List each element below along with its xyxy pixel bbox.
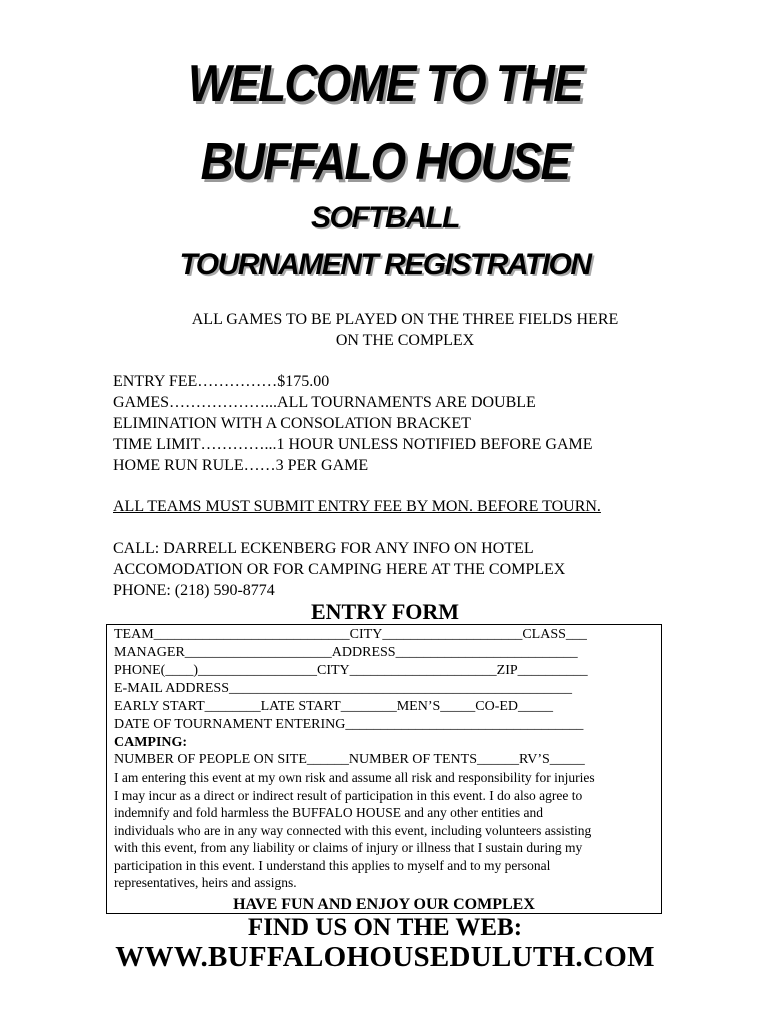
contact-phone: PHONE: (218) 590-8774 xyxy=(113,582,275,599)
waiver-line: I may incur as a direct or indirect result of participation in this event. I do also agree to xyxy=(114,787,583,803)
waiver-line: individuals who are in any way connected with this event, including volunteers assisting xyxy=(114,822,592,838)
title-softball: SOFTBALL xyxy=(311,201,459,234)
waiver-line: indemnify and fold harmless the BUFFALO HOUSE and any other entities and xyxy=(114,805,544,820)
detail-elimination: ELIMINATION WITH A CONSOLATION BRACKET xyxy=(113,415,471,432)
intro-line-1: ALL GAMES TO BE PLAYED ON THE THREE FIELDS HERE xyxy=(191,311,619,328)
title-buffalo-house: BUFFALO HOUSE xyxy=(200,133,570,191)
form-start-line[interactable]: EARLY START________LATE START________MEN’S_____CO-ED_____ xyxy=(114,699,554,714)
form-phone-line[interactable]: PHONE(____)_________________CITY_____________________ZIP__________ xyxy=(114,663,588,678)
form-date-line[interactable]: DATE OF TOURNAMENT ENTERING__________________________________ xyxy=(114,717,584,732)
form-camping-line[interactable]: NUMBER OF PEOPLE ON SITE______NUMBER OF TENTS______RV’S_____ xyxy=(114,752,585,767)
detail-home-run-rule: HOME RUN RULE……3 PER GAME xyxy=(113,457,369,474)
intro-line-2: ON THE COMPLEX xyxy=(335,332,475,349)
closing-message: HAVE FUN AND ENJOY OUR COMPLEX xyxy=(233,896,535,913)
form-email-line[interactable]: E-MAIL ADDRESS_________________________________________________ xyxy=(114,681,572,696)
find-us-heading: FIND US ON THE WEB: xyxy=(247,914,523,941)
detail-games: GAMES………………...ALL TOURNAMENTS ARE DOUBLE xyxy=(113,394,536,411)
contact-line-2: ACCOMODATION OR FOR CAMPING HERE AT THE COMPLEX xyxy=(113,561,566,578)
waiver-line: I am entering this event at my own risk and assume all risk and responsibility for injuries xyxy=(114,770,595,785)
title-tournament-registration: TOURNAMENT REGISTRATION xyxy=(179,248,591,281)
detail-time-limit: TIME LIMIT…………...1 HOUR UNLESS NOTIFIED BEFORE GAME xyxy=(113,436,593,453)
form-team-line[interactable]: TEAM____________________________CITY____________________CLASS___ xyxy=(114,627,587,642)
waiver-line: representatives, heirs and assigns. xyxy=(114,875,297,890)
contact-line-1: CALL: DARRELL ECKENBERG FOR ANY INFO ON HOTEL xyxy=(113,540,534,557)
title-welcome: WELCOME TO THE xyxy=(188,55,582,113)
entry-form-title: ENTRY FORM xyxy=(310,599,460,624)
waiver-line: participation in this event. I understand this applies to myself and to my personal xyxy=(114,857,551,873)
website-link[interactable]: WWW.BUFFALOHOUSEDULUTH.COM xyxy=(115,941,655,973)
waiver-text xyxy=(114,769,659,892)
form-camping-label: CAMPING: xyxy=(114,735,188,750)
detail-entry-fee: ENTRY FEE……………$175.00 xyxy=(113,373,330,390)
form-manager-line[interactable]: MANAGER_____________________ADDRESS__________________________ xyxy=(114,645,578,660)
waiver-line: with this event, from any liability or claims of injury or illness that I sustain during my xyxy=(114,840,583,855)
deadline-notice: ALL TEAMS MUST SUBMIT ENTRY FEE BY MON. BEFORE TOURN. xyxy=(113,498,601,515)
